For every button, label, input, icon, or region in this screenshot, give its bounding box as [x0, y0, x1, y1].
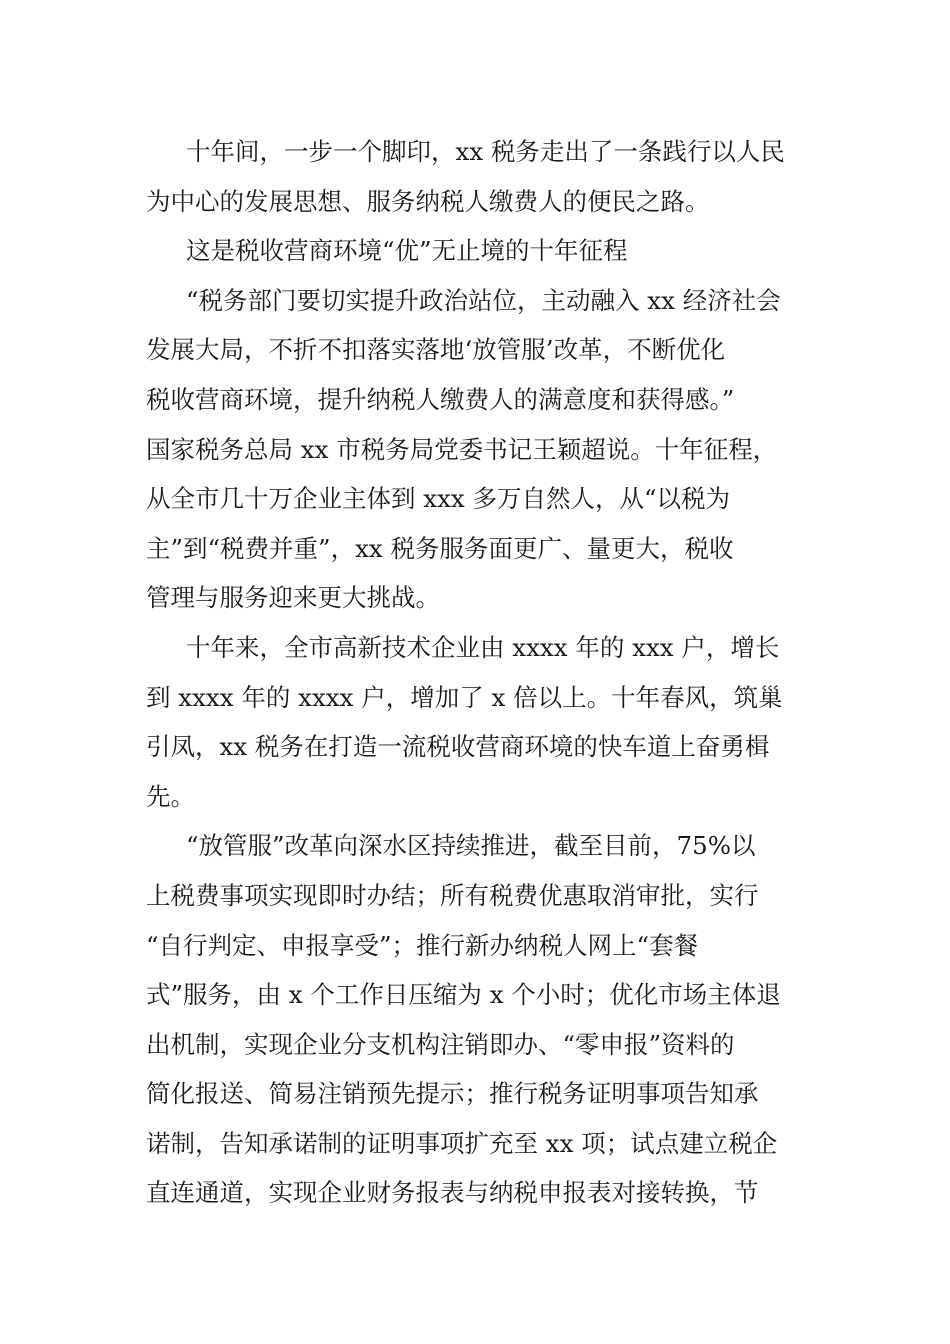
text-line: 十年间，一步一个脚印，xx 税务走出了一条践行以人民 [186, 137, 785, 166]
document-body [146, 127, 806, 1218]
text-line: 税收营商环境，提升纳税人缴费人的满意度和获得感。” [146, 384, 735, 414]
text-line: “自行判定、申报享受”；推行新办纳税人网上“套餐 [146, 930, 699, 960]
paragraph-3 [146, 276, 806, 623]
text-line: 主”到“税费并重”，xx 税务服务面更广、量更大，税收 [146, 533, 734, 563]
text-line: 简化报送、简易注销预先提示；推行税务证明事项告知承 [146, 1079, 759, 1109]
text-line: 引凤，xx 税务在打造一流税收营商环境的快车道上奋勇楫 [146, 732, 770, 762]
text-line: 这是税收营商环境“优”无止境的十年征程 [186, 236, 628, 266]
text-line: 式”服务，由 x 个工作日压缩为 x 个小时；优化市场主体退 [146, 980, 781, 1010]
text-line: 国家税务总局 xx 市税务局党委书记王颖超说。十年征程， [146, 434, 778, 464]
paragraph-5 [146, 821, 806, 1218]
text-line: 先。 [146, 781, 195, 811]
paragraph-2 [146, 226, 806, 276]
text-line: 从全市几十万企业主体到 xxx 多万自然人，从“以税为 [146, 484, 731, 514]
paragraph-4 [146, 623, 806, 821]
text-line: 诺制，告知承诺制的证明事项扩充至 xx 项；试点建立税企 [146, 1128, 778, 1158]
text-line: “放管服”改革向深水区持续推进，截至目前，75%以 [186, 831, 756, 861]
paragraph-1 [146, 127, 806, 226]
text-line: “税务部门要切实提升政治站位，主动融入 xx 经济社会 [186, 285, 781, 315]
text-line: 到 xxxx 年的 xxxx 户，增加了 x 倍以上。十年春风，筑巢 [146, 682, 783, 712]
text-line: 发展大局，不折不扣落实落地‘放管服’改革，不断优化 [146, 335, 726, 365]
text-line: 管理与服务迎来更大挑战。 [146, 583, 440, 613]
text-line: 出机制，实现企业分支机构注销即办、“零申报”资料的 [146, 1029, 735, 1059]
text-line: 上税费事项实现即时办结；所有税费优惠取消审批，实行 [146, 880, 759, 910]
text-line: 直连通道，实现企业财务报表与纳税申报表对接转换，节 [146, 1178, 759, 1208]
text-line: 为中心的发展思想、服务纳税人缴费人的便民之路。 [146, 186, 710, 216]
text-line: 十年来，全市高新技术企业由 xxxx 年的 xxx 户，增长 [186, 632, 780, 662]
